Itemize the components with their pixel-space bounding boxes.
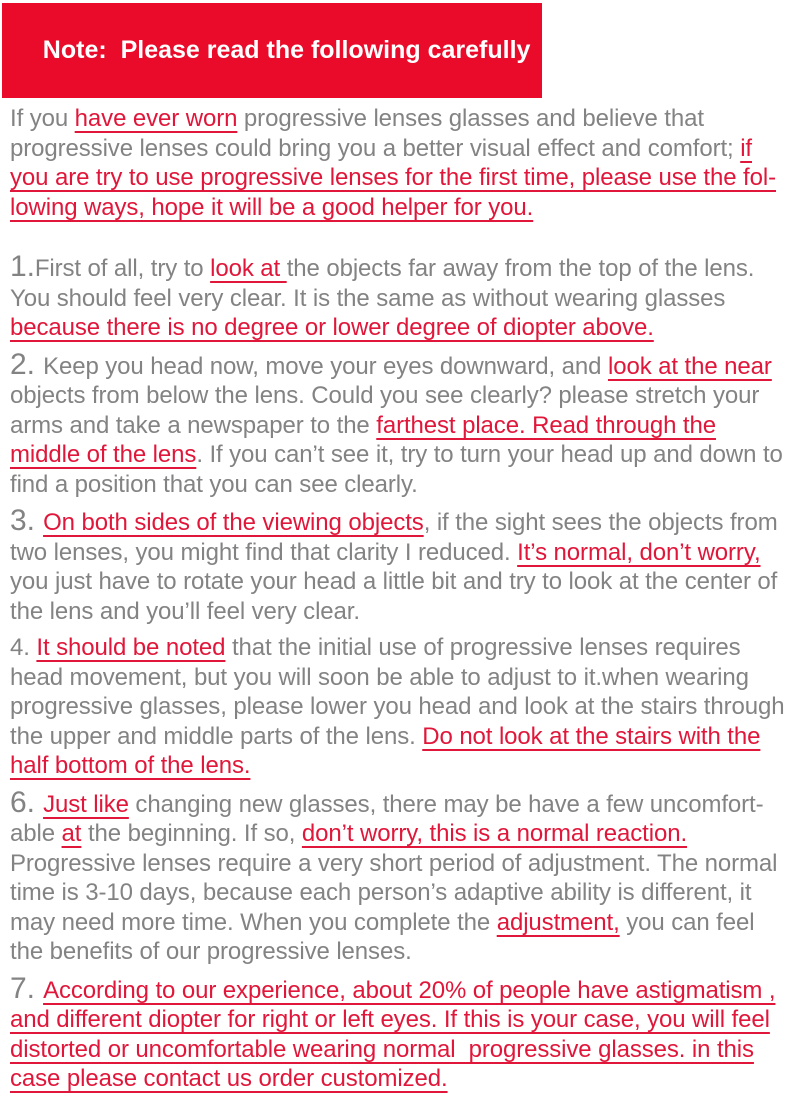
highlight-text: look at	[210, 255, 287, 282]
body-text: the objects far away from the top of the lens. You should feel very clear. It is the same as without wearing glasses	[10, 255, 755, 312]
body-text: you can feel the benefits of our progressive lenses.	[10, 908, 755, 965]
highlight-text: adjustment,	[496, 908, 620, 936]
body-text: objects from below the lens. Could you see clearly? please stretch your arms and take a newspaper to the	[10, 382, 760, 439]
highlight-text: According to our experience, about 20% of people have astigmatism , and different diopter for right or left eyes. If this is your case, you will feel distorted or uncomfortable wearing normal progressive glasses. in this case please contact us order customized.	[10, 976, 776, 1092]
step-6	[10, 785, 792, 967]
highlight-text: at	[61, 820, 82, 847]
paragraph-number: 4.	[10, 634, 37, 661]
step-4	[10, 633, 792, 781]
note-header-banner	[2, 3, 542, 98]
highlight-text: Do not look at the stairs with the half bottom of the lens.	[10, 722, 761, 779]
highlight-text: look at the near	[607, 352, 772, 380]
highlight-text: Just like	[43, 790, 129, 818]
paragraph-number: 6.	[10, 785, 44, 819]
highlight-text: It should be noted	[36, 634, 226, 661]
paragraph-number: 1.	[10, 250, 35, 283]
highlight-text: because there is no degree or lower degree of diopter above.	[10, 314, 654, 341]
body-text: that the initial use of progressive lenses requires head movement, but you will soon be able to adjust to it.when wearing progressive glasses, please lower you head and look at the stairs through the upper and middle parts of the lens.	[10, 634, 785, 750]
body-text: progressive lenses glasses and believe that progressive lenses could bring you a better visual effect and comfort;	[10, 105, 741, 162]
highlight-text: It’s normal, don’t worry,	[517, 538, 761, 566]
body-text: Keep you head now, move your eyes downward, and	[43, 352, 608, 380]
intro-paragraph	[10, 104, 792, 222]
highlight-text: have ever worn	[74, 105, 238, 132]
highlight-text: if you are try to use progressive lenses for the first time, please use the fol-lowing ways, hope it will be a good helper for you.	[10, 134, 776, 221]
body-text: you just have to rotate your head a little bit and try to look at the center of the lens and you’ll feel very clear.	[10, 568, 778, 625]
step-7	[10, 971, 792, 1094]
paragraph-number: 2.	[10, 347, 44, 381]
body-text: changing new glasses, there may be have a few uncomfort-able	[10, 790, 764, 847]
step-1	[10, 252, 792, 343]
highlight-text: farthest place. Read through the middle of the lens	[10, 411, 716, 468]
paragraph-number: 3.	[10, 504, 44, 537]
highlight-text: don’t worry, this is a normal reaction.	[301, 820, 688, 847]
body-text: Progressive lenses require a very short period of adjustment. The normal time is 3-10 days, because each person’s adaptive ability is different, it may need more time. When you complete the	[10, 849, 778, 936]
step-2	[10, 347, 792, 500]
paragraph-number: 7.	[10, 971, 44, 1005]
body-text: . If you can’t see it, try to turn your head up and down to find a position that you can see clearly.	[10, 441, 783, 498]
body-text: , if the sight sees the objects from two lenses, you might find that clarity I reduced.	[10, 509, 778, 566]
content	[0, 104, 800, 1094]
body-text: If you	[10, 105, 75, 132]
highlight-text: On both sides of the viewing objects	[43, 509, 424, 536]
note-header-label: Note: Please read the following carefully	[42, 36, 531, 64]
body-text: the beginning. If so,	[81, 820, 302, 847]
body-text: First of all, try to	[34, 255, 211, 282]
step-3	[10, 506, 792, 626]
